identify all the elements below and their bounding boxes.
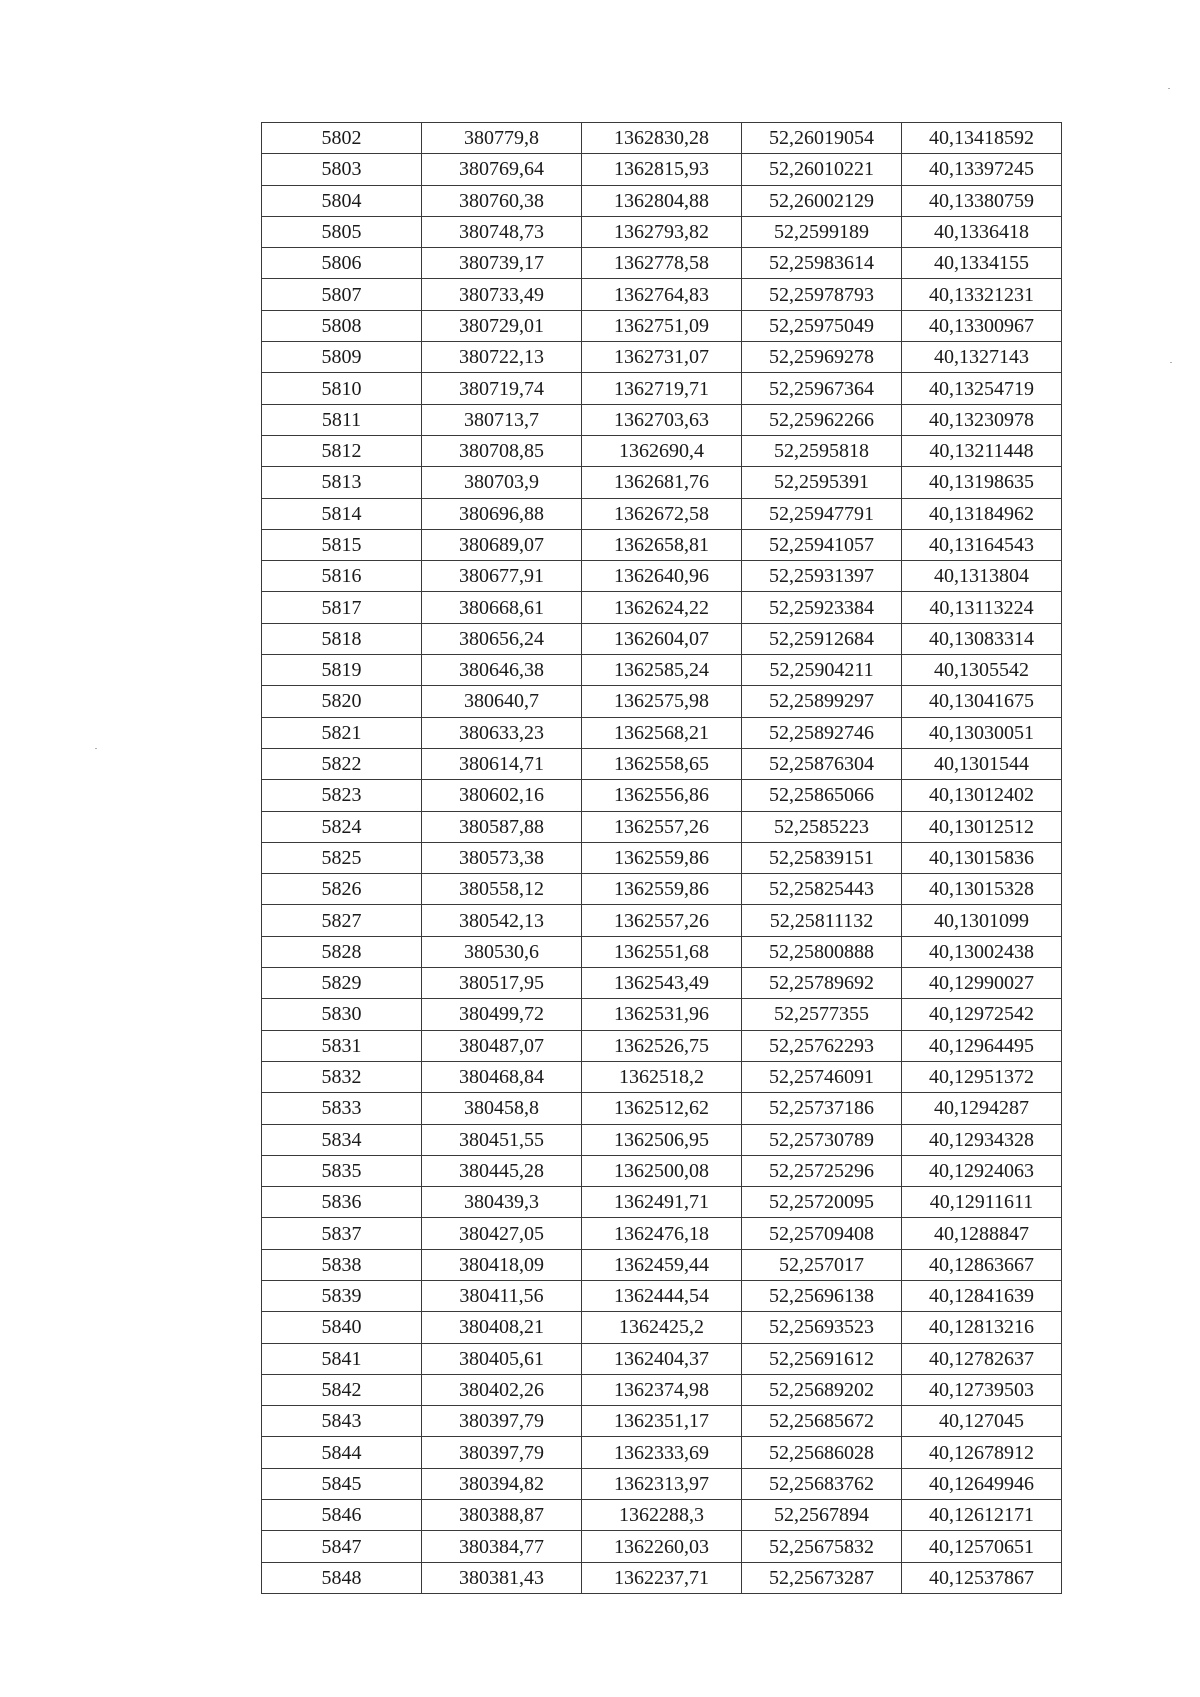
x-coordinate-cell: 380677,91 xyxy=(422,561,582,592)
table-row xyxy=(262,342,1062,373)
point-number-cell: 5825 xyxy=(262,842,422,873)
latitude-cell: 52,25691612 xyxy=(742,1343,902,1374)
point-number-cell: 5819 xyxy=(262,655,422,686)
y-coordinate-cell: 1362804,88 xyxy=(582,185,742,216)
x-coordinate-cell: 380668,61 xyxy=(422,592,582,623)
point-number-cell: 5822 xyxy=(262,748,422,779)
point-number-cell: 5834 xyxy=(262,1124,422,1155)
latitude-cell: 52,25912684 xyxy=(742,623,902,654)
table-row xyxy=(262,310,1062,341)
longitude-cell: 40,127045 xyxy=(902,1406,1062,1437)
longitude-cell: 40,12782637 xyxy=(902,1343,1062,1374)
longitude-cell: 40,13397245 xyxy=(902,154,1062,185)
table-row xyxy=(262,561,1062,592)
x-coordinate-cell: 380656,24 xyxy=(422,623,582,654)
latitude-cell: 52,25685672 xyxy=(742,1406,902,1437)
latitude-cell: 52,25737186 xyxy=(742,1093,902,1124)
longitude-cell: 40,13041675 xyxy=(902,686,1062,717)
longitude-cell: 40,1288847 xyxy=(902,1218,1062,1249)
x-coordinate-cell: 380602,16 xyxy=(422,780,582,811)
table-row xyxy=(262,279,1062,310)
y-coordinate-cell: 1362237,71 xyxy=(582,1562,742,1593)
x-coordinate-cell: 380405,61 xyxy=(422,1343,582,1374)
point-number-cell: 5828 xyxy=(262,936,422,967)
latitude-cell: 52,257017 xyxy=(742,1249,902,1280)
point-number-cell: 5809 xyxy=(262,342,422,373)
y-coordinate-cell: 1362313,97 xyxy=(582,1468,742,1499)
latitude-cell: 52,25923384 xyxy=(742,592,902,623)
x-coordinate-cell: 380381,43 xyxy=(422,1562,582,1593)
y-coordinate-cell: 1362543,49 xyxy=(582,968,742,999)
x-coordinate-cell: 380760,38 xyxy=(422,185,582,216)
longitude-cell: 40,13380759 xyxy=(902,185,1062,216)
x-coordinate-cell: 380499,72 xyxy=(422,999,582,1030)
latitude-cell: 52,25800888 xyxy=(742,936,902,967)
longitude-cell: 40,12570651 xyxy=(902,1531,1062,1562)
x-coordinate-cell: 380411,56 xyxy=(422,1280,582,1311)
table-row xyxy=(262,748,1062,779)
y-coordinate-cell: 1362557,26 xyxy=(582,811,742,842)
point-number-cell: 5816 xyxy=(262,561,422,592)
longitude-cell: 40,12863667 xyxy=(902,1249,1062,1280)
point-number-cell: 5843 xyxy=(262,1406,422,1437)
y-coordinate-cell: 1362585,24 xyxy=(582,655,742,686)
table-row xyxy=(262,1124,1062,1155)
longitude-cell: 40,1294287 xyxy=(902,1093,1062,1124)
x-coordinate-cell: 380748,73 xyxy=(422,216,582,247)
table-row xyxy=(262,842,1062,873)
longitude-cell: 40,12972542 xyxy=(902,999,1062,1030)
y-coordinate-cell: 1362476,18 xyxy=(582,1218,742,1249)
longitude-cell: 40,12813216 xyxy=(902,1312,1062,1343)
point-number-cell: 5814 xyxy=(262,498,422,529)
point-number-cell: 5837 xyxy=(262,1218,422,1249)
point-number-cell: 5815 xyxy=(262,529,422,560)
x-coordinate-cell: 380384,77 xyxy=(422,1531,582,1562)
longitude-cell: 40,13015836 xyxy=(902,842,1062,873)
latitude-cell: 52,25962266 xyxy=(742,404,902,435)
table-row xyxy=(262,655,1062,686)
y-coordinate-cell: 1362351,17 xyxy=(582,1406,742,1437)
x-coordinate-cell: 380587,88 xyxy=(422,811,582,842)
table-row xyxy=(262,905,1062,936)
point-number-cell: 5838 xyxy=(262,1249,422,1280)
longitude-cell: 40,12649946 xyxy=(902,1468,1062,1499)
latitude-cell: 52,25876304 xyxy=(742,748,902,779)
y-coordinate-cell: 1362459,44 xyxy=(582,1249,742,1280)
latitude-cell: 52,25899297 xyxy=(742,686,902,717)
table-row xyxy=(262,498,1062,529)
latitude-cell: 52,2585223 xyxy=(742,811,902,842)
latitude-cell: 52,2595391 xyxy=(742,467,902,498)
longitude-cell: 40,13164543 xyxy=(902,529,1062,560)
table-row xyxy=(262,529,1062,560)
x-coordinate-cell: 380573,38 xyxy=(422,842,582,873)
coordinates-table xyxy=(261,122,1062,1594)
table-row xyxy=(262,1468,1062,1499)
latitude-cell: 52,25983614 xyxy=(742,248,902,279)
table-row xyxy=(262,686,1062,717)
table-row xyxy=(262,592,1062,623)
table-row xyxy=(262,811,1062,842)
longitude-cell: 40,13002438 xyxy=(902,936,1062,967)
longitude-cell: 40,13254719 xyxy=(902,373,1062,404)
longitude-cell: 40,13012512 xyxy=(902,811,1062,842)
point-number-cell: 5806 xyxy=(262,248,422,279)
latitude-cell: 52,25825443 xyxy=(742,874,902,905)
latitude-cell: 52,25730789 xyxy=(742,1124,902,1155)
point-number-cell: 5803 xyxy=(262,154,422,185)
longitude-cell: 40,1336418 xyxy=(902,216,1062,247)
x-coordinate-cell: 380427,05 xyxy=(422,1218,582,1249)
x-coordinate-cell: 380708,85 xyxy=(422,435,582,466)
longitude-cell: 40,1327143 xyxy=(902,342,1062,373)
x-coordinate-cell: 380445,28 xyxy=(422,1155,582,1186)
longitude-cell: 40,13300967 xyxy=(902,310,1062,341)
table-row xyxy=(262,1562,1062,1593)
latitude-cell: 52,2595818 xyxy=(742,435,902,466)
x-coordinate-cell: 380633,23 xyxy=(422,717,582,748)
latitude-cell: 52,25673287 xyxy=(742,1562,902,1593)
longitude-cell: 40,12964495 xyxy=(902,1030,1062,1061)
point-number-cell: 5821 xyxy=(262,717,422,748)
table-row xyxy=(262,1030,1062,1061)
point-number-cell: 5805 xyxy=(262,216,422,247)
table-row xyxy=(262,1312,1062,1343)
x-coordinate-cell: 380542,13 xyxy=(422,905,582,936)
y-coordinate-cell: 1362568,21 xyxy=(582,717,742,748)
x-coordinate-cell: 380397,79 xyxy=(422,1437,582,1468)
latitude-cell: 52,25931397 xyxy=(742,561,902,592)
x-coordinate-cell: 380458,8 xyxy=(422,1093,582,1124)
y-coordinate-cell: 1362604,07 xyxy=(582,623,742,654)
latitude-cell: 52,25709408 xyxy=(742,1218,902,1249)
longitude-cell: 40,13321231 xyxy=(902,279,1062,310)
table-row xyxy=(262,185,1062,216)
x-coordinate-cell: 380397,79 xyxy=(422,1406,582,1437)
table-row xyxy=(262,1531,1062,1562)
longitude-cell: 40,13015328 xyxy=(902,874,1062,905)
point-number-cell: 5820 xyxy=(262,686,422,717)
longitude-cell: 40,13083314 xyxy=(902,623,1062,654)
longitude-cell: 40,13198635 xyxy=(902,467,1062,498)
table-row xyxy=(262,623,1062,654)
latitude-cell: 52,2567894 xyxy=(742,1500,902,1531)
latitude-cell: 52,25689202 xyxy=(742,1374,902,1405)
table-row xyxy=(262,1249,1062,1280)
table-row xyxy=(262,467,1062,498)
table-row xyxy=(262,1500,1062,1531)
latitude-cell: 52,25746091 xyxy=(742,1061,902,1092)
y-coordinate-cell: 1362512,62 xyxy=(582,1093,742,1124)
latitude-cell: 52,25904211 xyxy=(742,655,902,686)
longitude-cell: 40,12934328 xyxy=(902,1124,1062,1155)
y-coordinate-cell: 1362703,63 xyxy=(582,404,742,435)
point-number-cell: 5813 xyxy=(262,467,422,498)
y-coordinate-cell: 1362778,58 xyxy=(582,248,742,279)
point-number-cell: 5848 xyxy=(262,1562,422,1593)
x-coordinate-cell: 380487,07 xyxy=(422,1030,582,1061)
point-number-cell: 5832 xyxy=(262,1061,422,1092)
x-coordinate-cell: 380729,01 xyxy=(422,310,582,341)
table-row xyxy=(262,1437,1062,1468)
point-number-cell: 5811 xyxy=(262,404,422,435)
longitude-cell: 40,13184962 xyxy=(902,498,1062,529)
y-coordinate-cell: 1362333,69 xyxy=(582,1437,742,1468)
y-coordinate-cell: 1362559,86 xyxy=(582,842,742,873)
longitude-cell: 40,1305542 xyxy=(902,655,1062,686)
longitude-cell: 40,1334155 xyxy=(902,248,1062,279)
x-coordinate-cell: 380408,21 xyxy=(422,1312,582,1343)
latitude-cell: 52,25789692 xyxy=(742,968,902,999)
table-row xyxy=(262,936,1062,967)
latitude-cell: 52,26002129 xyxy=(742,185,902,216)
table-row xyxy=(262,1218,1062,1249)
longitude-cell: 40,13113224 xyxy=(902,592,1062,623)
x-coordinate-cell: 380769,64 xyxy=(422,154,582,185)
x-coordinate-cell: 380713,7 xyxy=(422,404,582,435)
table-row xyxy=(262,1093,1062,1124)
y-coordinate-cell: 1362815,93 xyxy=(582,154,742,185)
latitude-cell: 52,25811132 xyxy=(742,905,902,936)
x-coordinate-cell: 380689,07 xyxy=(422,529,582,560)
table-row xyxy=(262,123,1062,154)
y-coordinate-cell: 1362260,03 xyxy=(582,1531,742,1562)
latitude-cell: 52,25762293 xyxy=(742,1030,902,1061)
y-coordinate-cell: 1362551,68 xyxy=(582,936,742,967)
latitude-cell: 52,25683762 xyxy=(742,1468,902,1499)
table-row xyxy=(262,1374,1062,1405)
x-coordinate-cell: 380468,84 xyxy=(422,1061,582,1092)
longitude-cell: 40,12612171 xyxy=(902,1500,1062,1531)
x-coordinate-cell: 380517,95 xyxy=(422,968,582,999)
y-coordinate-cell: 1362751,09 xyxy=(582,310,742,341)
y-coordinate-cell: 1362731,07 xyxy=(582,342,742,373)
y-coordinate-cell: 1362559,86 xyxy=(582,874,742,905)
latitude-cell: 52,25725296 xyxy=(742,1155,902,1186)
table-row xyxy=(262,999,1062,1030)
latitude-cell: 52,25696138 xyxy=(742,1280,902,1311)
point-number-cell: 5842 xyxy=(262,1374,422,1405)
x-coordinate-cell: 380646,38 xyxy=(422,655,582,686)
table-row xyxy=(262,216,1062,247)
longitude-cell: 40,12990027 xyxy=(902,968,1062,999)
table-row xyxy=(262,248,1062,279)
point-number-cell: 5836 xyxy=(262,1187,422,1218)
x-coordinate-cell: 380418,09 xyxy=(422,1249,582,1280)
x-coordinate-cell: 380451,55 xyxy=(422,1124,582,1155)
y-coordinate-cell: 1362558,65 xyxy=(582,748,742,779)
y-coordinate-cell: 1362793,82 xyxy=(582,216,742,247)
point-number-cell: 5810 xyxy=(262,373,422,404)
point-number-cell: 5802 xyxy=(262,123,422,154)
latitude-cell: 52,25969278 xyxy=(742,342,902,373)
y-coordinate-cell: 1362640,96 xyxy=(582,561,742,592)
scan-speck xyxy=(1168,88,1170,89)
table-row xyxy=(262,1280,1062,1311)
x-coordinate-cell: 380530,6 xyxy=(422,936,582,967)
latitude-cell: 52,25947791 xyxy=(742,498,902,529)
x-coordinate-cell: 380696,88 xyxy=(422,498,582,529)
y-coordinate-cell: 1362719,71 xyxy=(582,373,742,404)
table-row xyxy=(262,154,1062,185)
longitude-cell: 40,1301544 xyxy=(902,748,1062,779)
point-number-cell: 5808 xyxy=(262,310,422,341)
y-coordinate-cell: 1362672,58 xyxy=(582,498,742,529)
y-coordinate-cell: 1362404,37 xyxy=(582,1343,742,1374)
point-number-cell: 5824 xyxy=(262,811,422,842)
x-coordinate-cell: 380739,17 xyxy=(422,248,582,279)
x-coordinate-cell: 380779,8 xyxy=(422,123,582,154)
y-coordinate-cell: 1362506,95 xyxy=(582,1124,742,1155)
point-number-cell: 5847 xyxy=(262,1531,422,1562)
table-row xyxy=(262,1406,1062,1437)
point-number-cell: 5835 xyxy=(262,1155,422,1186)
longitude-cell: 40,13211448 xyxy=(902,435,1062,466)
point-number-cell: 5829 xyxy=(262,968,422,999)
longitude-cell: 40,12537867 xyxy=(902,1562,1062,1593)
table-row xyxy=(262,1343,1062,1374)
y-coordinate-cell: 1362690,4 xyxy=(582,435,742,466)
longitude-cell: 40,1313804 xyxy=(902,561,1062,592)
y-coordinate-cell: 1362624,22 xyxy=(582,592,742,623)
point-number-cell: 5812 xyxy=(262,435,422,466)
longitude-cell: 40,13418592 xyxy=(902,123,1062,154)
table-row xyxy=(262,874,1062,905)
y-coordinate-cell: 1362531,96 xyxy=(582,999,742,1030)
table-row xyxy=(262,1187,1062,1218)
point-number-cell: 5823 xyxy=(262,780,422,811)
y-coordinate-cell: 1362575,98 xyxy=(582,686,742,717)
x-coordinate-cell: 380722,13 xyxy=(422,342,582,373)
x-coordinate-cell: 380614,71 xyxy=(422,748,582,779)
y-coordinate-cell: 1362764,83 xyxy=(582,279,742,310)
longitude-cell: 40,13230978 xyxy=(902,404,1062,435)
longitude-cell: 40,13030051 xyxy=(902,717,1062,748)
y-coordinate-cell: 1362425,2 xyxy=(582,1312,742,1343)
scan-speck xyxy=(95,748,97,749)
point-number-cell: 5844 xyxy=(262,1437,422,1468)
point-number-cell: 5826 xyxy=(262,874,422,905)
longitude-cell: 40,12911611 xyxy=(902,1187,1062,1218)
y-coordinate-cell: 1362374,98 xyxy=(582,1374,742,1405)
latitude-cell: 52,2577355 xyxy=(742,999,902,1030)
point-number-cell: 5839 xyxy=(262,1280,422,1311)
x-coordinate-cell: 380703,9 xyxy=(422,467,582,498)
latitude-cell: 52,25693523 xyxy=(742,1312,902,1343)
latitude-cell: 52,25967364 xyxy=(742,373,902,404)
point-number-cell: 5846 xyxy=(262,1500,422,1531)
y-coordinate-cell: 1362518,2 xyxy=(582,1061,742,1092)
latitude-cell: 52,25941057 xyxy=(742,529,902,560)
longitude-cell: 40,12841639 xyxy=(902,1280,1062,1311)
y-coordinate-cell: 1362491,71 xyxy=(582,1187,742,1218)
table-row xyxy=(262,717,1062,748)
table-row xyxy=(262,780,1062,811)
x-coordinate-cell: 380394,82 xyxy=(422,1468,582,1499)
point-number-cell: 5817 xyxy=(262,592,422,623)
point-number-cell: 5831 xyxy=(262,1030,422,1061)
x-coordinate-cell: 380402,26 xyxy=(422,1374,582,1405)
y-coordinate-cell: 1362444,54 xyxy=(582,1280,742,1311)
longitude-cell: 40,13012402 xyxy=(902,780,1062,811)
y-coordinate-cell: 1362681,76 xyxy=(582,467,742,498)
latitude-cell: 52,25865066 xyxy=(742,780,902,811)
table-row xyxy=(262,435,1062,466)
point-number-cell: 5845 xyxy=(262,1468,422,1499)
table-row xyxy=(262,968,1062,999)
longitude-cell: 40,12924063 xyxy=(902,1155,1062,1186)
y-coordinate-cell: 1362526,75 xyxy=(582,1030,742,1061)
point-number-cell: 5841 xyxy=(262,1343,422,1374)
latitude-cell: 52,26010221 xyxy=(742,154,902,185)
latitude-cell: 52,25892746 xyxy=(742,717,902,748)
point-number-cell: 5827 xyxy=(262,905,422,936)
y-coordinate-cell: 1362556,86 xyxy=(582,780,742,811)
x-coordinate-cell: 380719,74 xyxy=(422,373,582,404)
table-row xyxy=(262,1061,1062,1092)
latitude-cell: 52,25720095 xyxy=(742,1187,902,1218)
y-coordinate-cell: 1362288,3 xyxy=(582,1500,742,1531)
x-coordinate-cell: 380733,49 xyxy=(422,279,582,310)
table-row xyxy=(262,404,1062,435)
longitude-cell: 40,12951372 xyxy=(902,1061,1062,1092)
y-coordinate-cell: 1362500,08 xyxy=(582,1155,742,1186)
latitude-cell: 52,2599189 xyxy=(742,216,902,247)
latitude-cell: 52,25839151 xyxy=(742,842,902,873)
point-number-cell: 5807 xyxy=(262,279,422,310)
longitude-cell: 40,12739503 xyxy=(902,1374,1062,1405)
point-number-cell: 5833 xyxy=(262,1093,422,1124)
point-number-cell: 5804 xyxy=(262,185,422,216)
table-row xyxy=(262,373,1062,404)
scan-speck xyxy=(1170,362,1172,363)
latitude-cell: 52,25975049 xyxy=(742,310,902,341)
point-number-cell: 5830 xyxy=(262,999,422,1030)
x-coordinate-cell: 380439,3 xyxy=(422,1187,582,1218)
coordinates-table-body xyxy=(262,123,1062,1594)
latitude-cell: 52,25686028 xyxy=(742,1437,902,1468)
y-coordinate-cell: 1362557,26 xyxy=(582,905,742,936)
point-number-cell: 5818 xyxy=(262,623,422,654)
point-number-cell: 5840 xyxy=(262,1312,422,1343)
x-coordinate-cell: 380640,7 xyxy=(422,686,582,717)
y-coordinate-cell: 1362658,81 xyxy=(582,529,742,560)
latitude-cell: 52,25978793 xyxy=(742,279,902,310)
x-coordinate-cell: 380388,87 xyxy=(422,1500,582,1531)
table-row xyxy=(262,1155,1062,1186)
latitude-cell: 52,25675832 xyxy=(742,1531,902,1562)
latitude-cell: 52,26019054 xyxy=(742,123,902,154)
y-coordinate-cell: 1362830,28 xyxy=(582,123,742,154)
longitude-cell: 40,1301099 xyxy=(902,905,1062,936)
longitude-cell: 40,12678912 xyxy=(902,1437,1062,1468)
x-coordinate-cell: 380558,12 xyxy=(422,874,582,905)
